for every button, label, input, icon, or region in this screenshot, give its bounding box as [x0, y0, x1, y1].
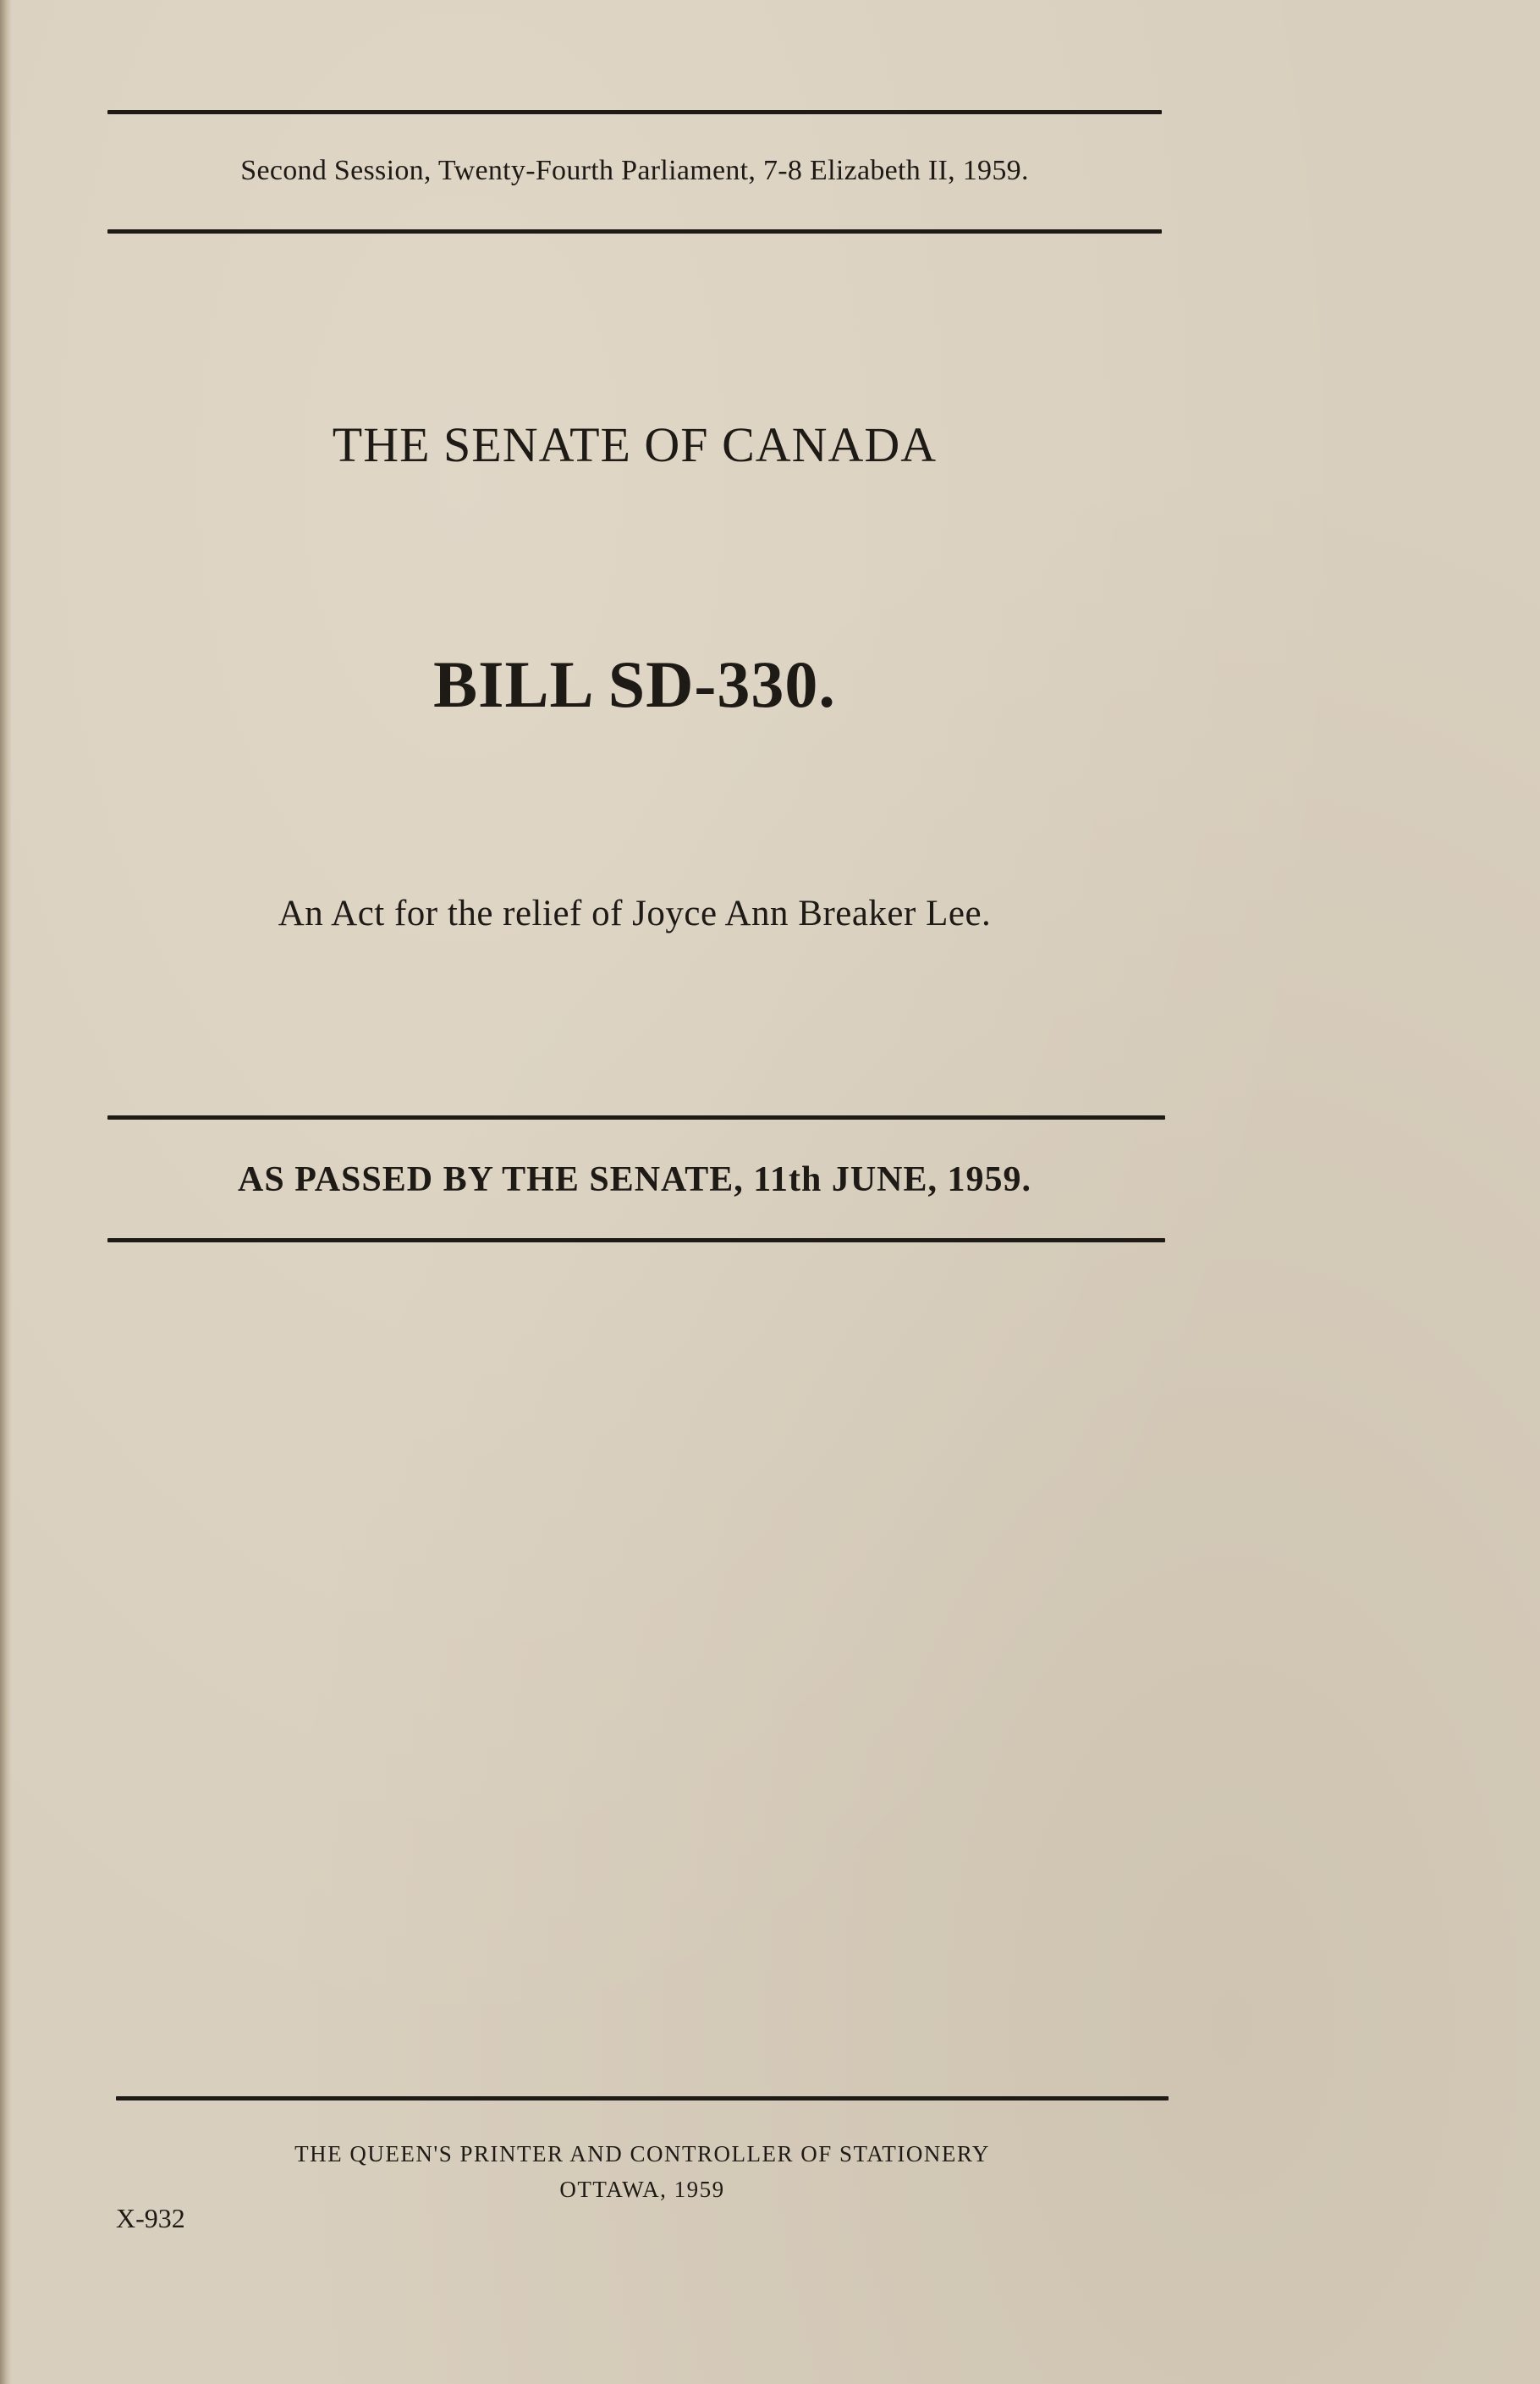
act-title: An Act for the relief of Joyce Ann Breaker Lee.	[278, 894, 992, 933]
senate-title: THE SENATE OF CANADA	[332, 417, 938, 472]
binding-edge	[0, 0, 12, 2384]
bill-number: BILL SD-330.	[433, 647, 836, 721]
document-code: X-932	[116, 2203, 185, 2233]
passed-top-rule	[107, 1115, 1165, 1120]
printer-rule	[116, 2096, 1169, 2100]
passed-line: AS PASSED BY THE SENATE, 11th JUNE, 1959.	[238, 1160, 1031, 1199]
top-rule	[107, 110, 1162, 114]
session-line: Second Session, Twenty-Fourth Parliament, 7-8 Elizabeth II, 1959.	[240, 155, 1029, 186]
session-rule	[107, 229, 1162, 234]
passed-bottom-rule	[107, 1238, 1165, 1242]
printer-line: THE QUEEN'S PRINTER AND CONTROLLER OF STATIONERY	[294, 2141, 990, 2167]
printer-location: OTTAWA, 1959	[559, 2177, 725, 2202]
